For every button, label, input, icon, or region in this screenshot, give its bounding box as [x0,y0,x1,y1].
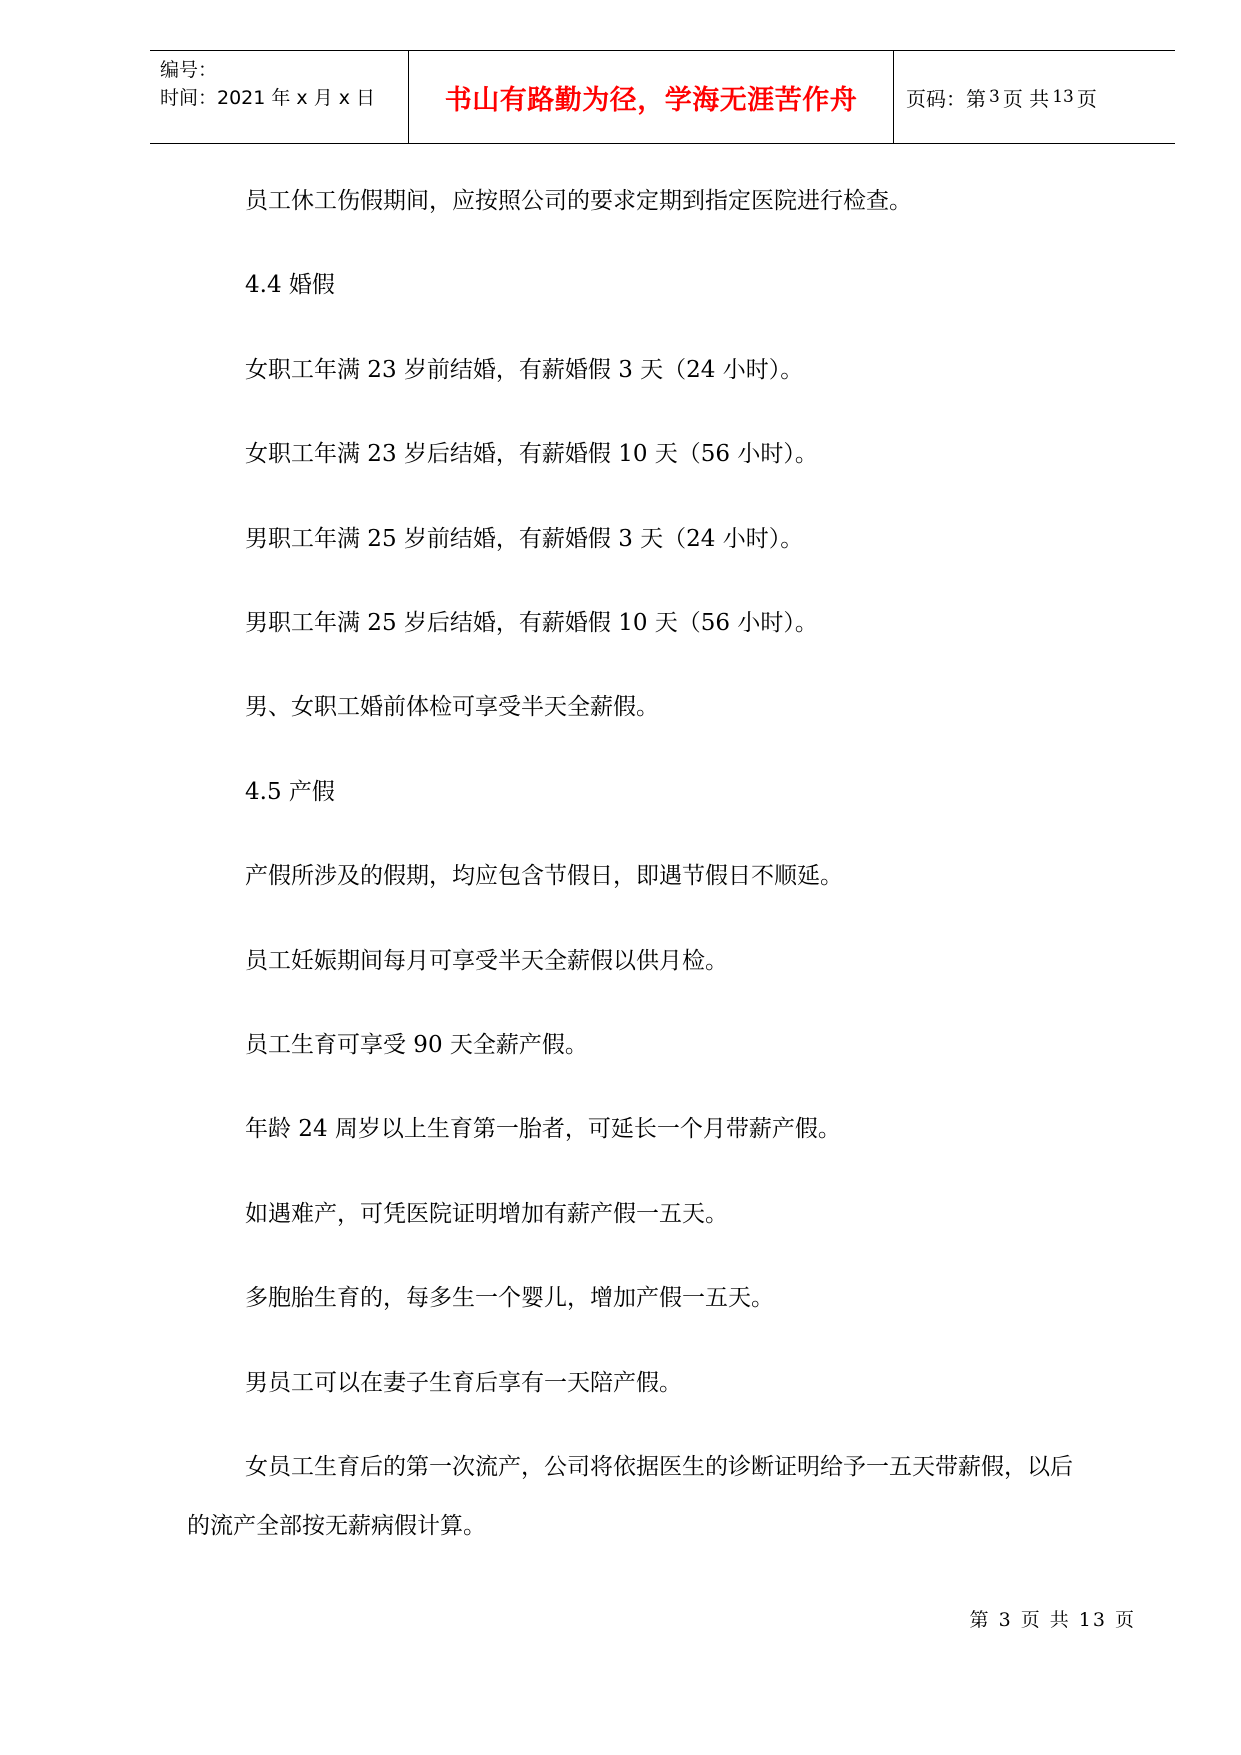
body-line: 如遇难产，可凭医院证明增加有薪产假一五天。 [245,1201,728,1227]
body-line: 女职工年满 23 岁后结婚，有薪婚假 10 天（56 小时）。 [245,441,818,467]
section-heading-marriage-leave: 4.4 婚假 [245,272,335,298]
page-label-suffix: 页 [1076,86,1097,111]
body-line: 男、女职工婚前体检可享受半天全薪假。 [245,694,659,720]
header-meta [150,51,409,143]
page-total: 13 [1052,87,1074,107]
page-label-prefix: 页码：第 [906,86,986,111]
body-line: 男职工年满 25 岁前结婚，有薪婚假 3 天（24 小时）。 [245,526,804,552]
last-paragraph-line-2: 的流产全部按无薪病假计算。 [187,1513,486,1539]
header-motto-cell [409,51,894,143]
body-line: 男员工可以在妻子生育后享有一天陪产假。 [245,1370,682,1396]
last-paragraph-line-1: 女员工生育后的第一次流产，公司将依据医生的诊断证明给予一五天带薪假，以后 [245,1454,1073,1480]
section-heading-maternity-leave: 4.5 产假 [245,779,335,805]
motto-text: 书山有路勤为径，学海无涯苦作舟 [444,84,858,116]
body-line: 员工休工伤假期间，应按照公司的要求定期到指定医院进行检查。 [245,188,912,214]
page-footer: 第 3 页 共 13 页 [969,1609,1136,1631]
body-line: 产假所涉及的假期，均应包含节假日，即遇节假日不顺延。 [245,863,843,889]
body-line: 年龄 24 周岁以上生育第一胎者，可延长一个月带薪产假。 [245,1116,841,1142]
page-current: 3 [989,87,1000,107]
time-label: 时间：2021 年 x 月 x 日 [160,87,376,109]
page-label-mid: 页 共 [1002,86,1050,111]
body-line: 男职工年满 25 岁后结婚，有薪婚假 10 天（56 小时）。 [245,610,818,636]
body-line: 女职工年满 23 岁前结婚，有薪婚假 3 天（24 小时）。 [245,357,804,383]
body-line: 员工生育可享受 90 天全薪产假。 [245,1032,588,1058]
doc-number-label: 编号： [160,59,218,81]
header-page-info [894,51,1175,143]
page-header [150,50,1175,144]
body-line: 员工妊娠期间每月可享受半天全薪假以供月检。 [245,948,728,974]
body-line: 多胞胎生育的，每多生一个婴儿，增加产假一五天。 [245,1285,774,1311]
